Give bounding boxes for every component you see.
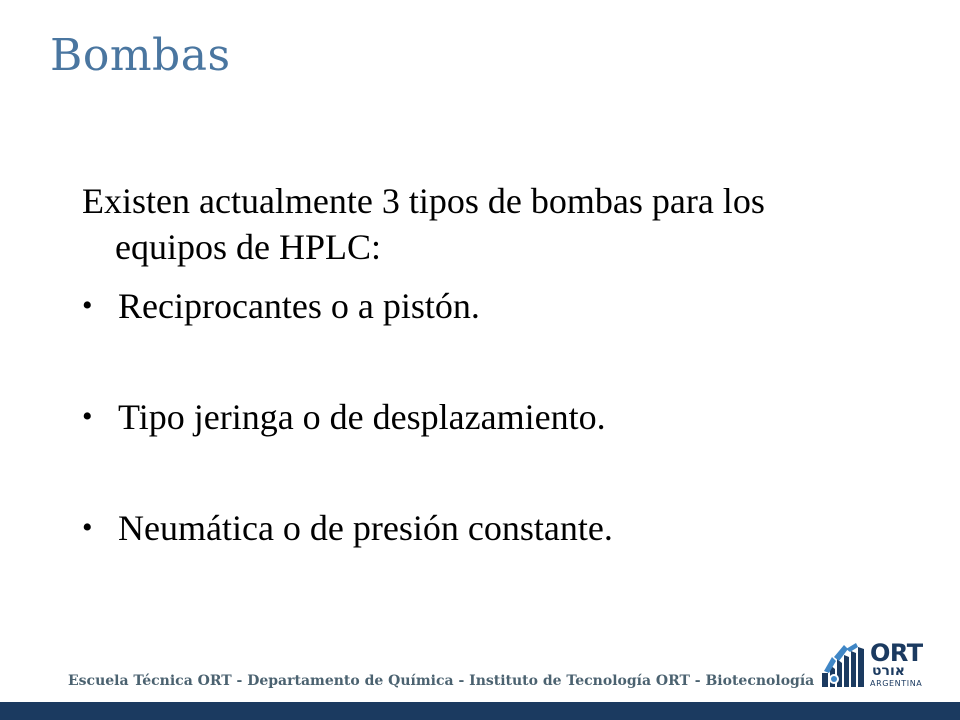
footer-text: Escuela Técnica ORT - Departamento de Química - Instituto de Tecnología ORT - Biotecnología xyxy=(68,673,815,689)
ort-logo xyxy=(820,639,936,691)
list-item xyxy=(82,394,882,440)
ort-emblem-icon xyxy=(820,643,866,689)
list-item xyxy=(82,505,882,551)
footer-bar xyxy=(0,702,960,720)
bullet-marker: • xyxy=(82,511,93,544)
list-item xyxy=(82,283,882,329)
bullet-text: Tipo jeringa o de desplazamiento. xyxy=(118,397,606,437)
bullet-text: Neumática o de presión constante. xyxy=(118,508,613,548)
logo-wordmark: ORT xyxy=(870,639,923,667)
bullet-list xyxy=(82,283,882,551)
logo-country: ARGENTINA xyxy=(870,679,923,688)
bullet-marker: • xyxy=(82,400,93,433)
slide-content xyxy=(82,178,882,551)
bullet-text: Reciprocantes o a pistón. xyxy=(118,286,480,326)
bullet-marker: • xyxy=(82,289,93,322)
slide-title: Bombas xyxy=(50,30,231,81)
intro-text: Existen actualmente 3 tipos de bombas para los equipos de HPLC: xyxy=(82,181,765,267)
logo-hebrew: אורט xyxy=(872,663,905,679)
